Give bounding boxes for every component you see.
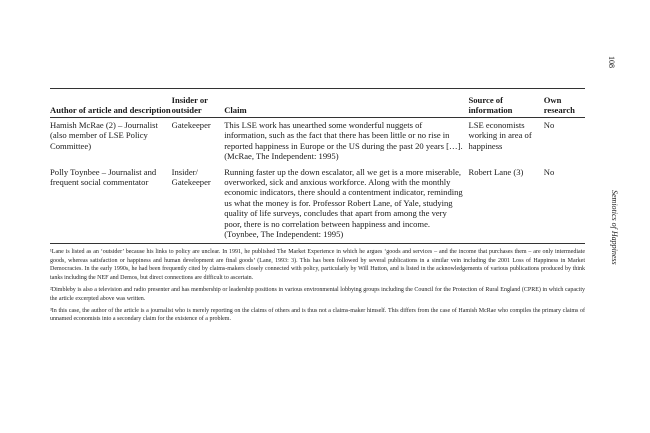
table-header-row [50,89,585,118]
footnote-1: ¹Lane is listed as an ‘outsider’ because his links to policy are unclear. In 1991, he published The Market Experience in which he argues ‘goods and services – and the income that purchases them – are only intermediate goods, whereas satisfaction or happiness and human development are final goods’ (Lane, 1993: 3). This has been followed by several publications in a similar vein including the 2001 Loss of Happiness in Market Democracies. In the early 1990s, he had been frequently cited by claims-makers closely connected with policy, particularly by Will Hutton, and is listed in the acknowledgements of various publications produced by think tanks including the NEF and Demos, but direct connections are difficult to ascertain. [50,249,585,281]
cell-own-research: No [543,120,555,130]
running-head: Semiotics of Happiness [610,190,619,265]
cell-source: LSE economists working in area of happiness [468,120,532,151]
header-author: Author of article and description [50,89,172,118]
header-source: Source of information [468,89,543,118]
cell-claim: This LSE work has unearthed some wonderful nuggets of information, such as the fact that there has been little or no rise in reported happiness in Europe or the US during the past 20 years […]. (McRae, The Independent: 1995) [224,120,463,162]
header-insider: Insider or outsider [172,89,225,118]
cell-insider: Insider/ Gatekeeper [172,165,225,244]
cell-source: Robert Lane (3) [468,165,543,244]
footnotes [50,248,585,323]
table-row [50,165,585,244]
table-row [50,118,585,165]
cell-author: Polly Toynbee – Journalist and frequent social commentator [50,165,172,244]
footnote-2: ²Dimbleby is also a television and radio presenter and has membership or leadership positions in various environmental lobbying groups including the Council for the Protection of Rural England (CPRE) in which capacity the article excerpted above was written. [50,287,585,302]
claims-table [50,88,585,244]
footnote-3: ³In this case, the author of the article is a journalist who is merely reporting on the claims of others and is thus not a claims-maker himself. This differs from the case of Hamish McRae who compiles the primary claims of unnamed economists into a secondary claim for the existence of a problem. [50,307,585,323]
header-claim: Claim [224,89,468,118]
cell-claim: Running faster up the down escalator, all we get is a more miserable, overworked, sick and anxious workforce. Along with the monthly economic indicators, there should a contentment indicator, reminding us what the money is for. Professor Robert Lane, of Yale, studying quality of life surveys, concludes that apart from among the very poor, there is no correlation between happiness and income. (Toynbee, The Independent: 1995) [224,165,468,244]
header-own-research: Own research [544,89,585,118]
page-number: 108 [607,56,616,68]
page-content [50,88,585,328]
cell-author: Hamish McRae (2) – Journalist (also member of LSE Policy Committee) [50,120,158,151]
cell-own-research: No [544,165,585,244]
cell-insider: Gatekeeper [171,120,211,130]
